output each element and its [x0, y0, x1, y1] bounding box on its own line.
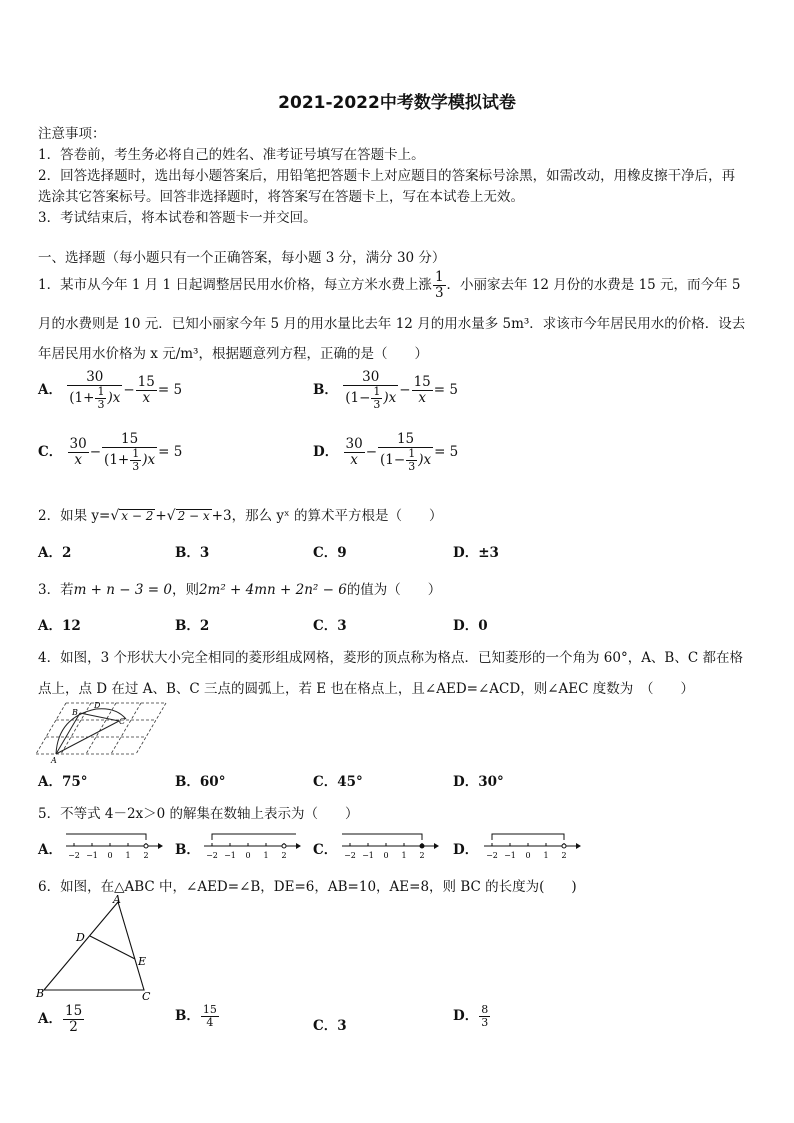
q6-label-a: A — [113, 893, 121, 906]
q1-option-d[interactable] — [313, 432, 458, 473]
num: 15 — [102, 432, 157, 448]
q1-b-frac1 — [343, 370, 398, 411]
q3-text-c: 的值为（ ） — [346, 582, 442, 598]
den: x — [350, 452, 358, 468]
q1-line3: 年居民用水价格为 x 元/m³，根据题意列方程，正确的是（ ） — [38, 346, 428, 362]
one-minus: (1− — [345, 390, 371, 406]
q2-sqrt1: x − 2 — [121, 509, 154, 523]
minus: − — [123, 382, 135, 398]
third-d: 3 — [408, 460, 416, 473]
q4-line1: 4．如图，3 个形状大小完全相同的菱形组成网格，菱形的顶点称为格点．已知菱形的一个角为 60°，A、B、C 都在格 — [38, 650, 743, 666]
q1-text-a: 1．某市从今年 1 月 1 日起调整居民用水价格，每立方米水费上涨 — [38, 277, 432, 293]
one-minus: (1− — [380, 452, 406, 468]
q1-option-b-label: B． — [313, 382, 338, 398]
tick-label: −1 — [362, 851, 374, 860]
tick-label: 1 — [401, 851, 407, 860]
q1-option-d-label: D． — [313, 444, 339, 460]
q5-option-c-label[interactable]: C． — [313, 842, 338, 858]
close-x: )x — [383, 390, 397, 406]
eq: = 5 — [157, 382, 183, 398]
q1-text-b: ．小丽家去年 12 月份的水费是 15 元，而今年 5 — [446, 277, 741, 293]
q6-label-b: B — [36, 987, 45, 1000]
q5-number-line-a[interactable] — [64, 828, 164, 862]
tick-label: −2 — [344, 851, 356, 860]
q4-label-d: D — [94, 701, 101, 710]
den — [67, 386, 122, 411]
den — [343, 386, 398, 411]
q4-label-c: C — [119, 717, 126, 726]
tick-label: 1 — [125, 851, 131, 860]
q5-number-line-b[interactable] — [202, 828, 302, 862]
q5-number-line-d[interactable] — [482, 828, 586, 862]
den: 4 — [206, 1016, 214, 1029]
section-heading: 一、选择题（每小题只有一个正确答案，每小题 3 分，满分 30 分） — [38, 250, 446, 266]
q1-line2: 月的水费则是 10 元．已知小丽家今年 5 月的用水量比去年 12 月的用水量多 5m³．求该市今年居民用水的价格．设去 — [38, 316, 746, 332]
q1-frac-num: 1 — [434, 269, 444, 285]
third-d: 3 — [132, 460, 140, 473]
notice-heading: 注意事项： — [38, 126, 106, 142]
sqrt-icon: √ — [166, 508, 176, 524]
third-n: 1 — [373, 385, 381, 398]
tick-label: 2 — [143, 851, 149, 860]
close-x: )x — [107, 390, 121, 406]
q5-option-b-label[interactable]: B． — [175, 842, 200, 858]
num: 30 — [67, 370, 122, 386]
eq: = 5 — [433, 382, 458, 398]
q1-option-a[interactable] — [38, 370, 182, 411]
num: 30 — [343, 370, 398, 386]
q2-text-a: 2．如果 y= — [38, 508, 111, 524]
q3-option-b[interactable]: B．2 — [175, 618, 210, 634]
tick-label: −2 — [486, 851, 498, 860]
q1-line1 — [38, 268, 740, 302]
q6-label-e: E — [138, 955, 147, 968]
q1-option-c-label: C． — [38, 444, 63, 460]
q4-option-c[interactable]: C．45° — [313, 774, 363, 790]
minus: − — [89, 444, 102, 460]
notice-item-2b: 选涂其它答案标号。回答非选择题时，将答案写在答题卡上，写在本试卷上无效。 — [38, 189, 524, 205]
q6-a-frac — [63, 1004, 84, 1035]
q6-label-c: C — [142, 990, 151, 1003]
q3-expr1: m + n − 3 = 0 — [73, 582, 172, 598]
q3-option-a[interactable]: A．12 — [38, 618, 81, 634]
q1-fraction — [433, 270, 446, 301]
sqrt-icon: √ — [110, 508, 120, 524]
q3-expr2: 2m² + 4mn + 2n² − 6 — [198, 582, 347, 598]
q6-stem: 6．如图，在△ABC 中，∠AED=∠B，DE=6，AB=10，AE=8，则 BC 的长度为( ) — [38, 879, 577, 895]
num: 15 — [413, 374, 431, 390]
page-title: 2021-2022中考数学模拟试卷 — [278, 93, 516, 113]
third — [371, 386, 382, 411]
q1-a-frac2 — [136, 375, 157, 406]
q2-plus: + — [155, 508, 167, 524]
q6-triangle-abc — [44, 902, 147, 990]
den — [378, 448, 433, 473]
den — [102, 448, 157, 473]
third-n: 1 — [408, 447, 416, 460]
q5-option-a-label[interactable]: A． — [38, 842, 62, 858]
q6-option-d-label: D． — [453, 1008, 479, 1024]
tick-label: 2 — [281, 851, 287, 860]
q3-text-a: 3．若 — [38, 582, 74, 598]
num: 15 — [378, 432, 433, 448]
tick-label: 2 — [419, 851, 425, 860]
q6-b-frac — [201, 1004, 219, 1029]
eq: = 5 — [158, 444, 183, 460]
q5-option-d-label[interactable]: D． — [453, 842, 479, 858]
num: 15 — [137, 374, 155, 390]
q6-option-a[interactable] — [38, 1004, 85, 1035]
q1-option-c[interactable] — [38, 432, 182, 473]
eq: = 5 — [434, 444, 459, 460]
third — [130, 448, 141, 473]
num: 30 — [69, 436, 87, 452]
third — [95, 386, 106, 411]
third — [406, 448, 417, 473]
q4-rhombus-grid-figure — [36, 697, 171, 765]
tick-label: 2 — [561, 851, 567, 860]
q6-segment-de — [90, 936, 135, 959]
third-n: 1 — [132, 447, 140, 460]
tick-label: −1 — [224, 851, 236, 860]
minus: − — [365, 444, 378, 460]
close-x: )x — [142, 452, 156, 468]
q2-option-c[interactable]: C．9 — [313, 545, 347, 561]
q4-chord-bc — [80, 713, 119, 721]
num: 15 — [64, 1003, 83, 1019]
q2-option-d[interactable]: D．±3 — [453, 545, 499, 561]
q4-label-a: A — [51, 756, 57, 765]
q4-option-a[interactable]: A．75° — [38, 774, 88, 790]
den: x — [418, 390, 426, 406]
q6-option-c[interactable]: C．3 — [313, 1018, 347, 1034]
tick-label: −2 — [206, 851, 218, 860]
q5-number-line-c[interactable] — [340, 828, 440, 862]
den: x — [74, 452, 82, 468]
num: 30 — [345, 436, 363, 452]
q6-option-b-label: B． — [175, 1008, 200, 1024]
num: 8 — [481, 1003, 489, 1016]
third-d: 3 — [373, 398, 381, 411]
q6-option-b[interactable] — [175, 1004, 220, 1029]
q1-option-a-label: A． — [38, 382, 62, 398]
notice-item-1: 1．答卷前，考生务必将自己的姓名、准考证号填写在答题卡上。 — [38, 147, 425, 163]
notice-item-2a: 2．回答选择题时，选出每小题答案后，用铅笔把答题卡上对应题目的答案标号涂黑，如需改动，用橡皮擦干净后，再 — [38, 168, 736, 184]
q3-option-c[interactable]: C．3 — [313, 618, 347, 634]
q2-option-b[interactable]: B．3 — [175, 545, 210, 561]
den: 3 — [481, 1016, 489, 1029]
q1-d-frac1 — [344, 437, 365, 468]
q2-option-a[interactable]: A．2 — [38, 545, 72, 561]
close-x: )x — [418, 452, 432, 468]
tick-label: −2 — [68, 851, 80, 860]
q4-option-b[interactable]: B．60° — [175, 774, 226, 790]
q1-a-frac1 — [67, 370, 122, 411]
q4-label-b: B — [72, 708, 78, 717]
q4-option-d[interactable]: D．30° — [453, 774, 504, 790]
q1-c-frac1 — [68, 437, 89, 468]
third-n: 1 — [97, 385, 105, 398]
q3-text-b: ，则 — [171, 582, 199, 598]
tick-label: 0 — [525, 851, 531, 860]
q3-stem — [38, 578, 441, 598]
q6-label-d: D — [76, 931, 85, 944]
q6-option-a-label: A． — [38, 1011, 62, 1027]
tick-label: 1 — [263, 851, 269, 860]
q6-d-frac — [479, 1004, 490, 1029]
q1-b-frac2 — [412, 375, 433, 406]
one-plus: (1+ — [104, 452, 130, 468]
q6-triangle-figure — [34, 893, 164, 1005]
q1-c-frac2 — [102, 432, 157, 473]
tick-label: −1 — [504, 851, 516, 860]
tick-label: 1 — [543, 851, 549, 860]
q2-stem — [38, 504, 443, 524]
q2-text-b: +3，那么 yˣ 的算术平方根是（ ） — [211, 508, 443, 524]
tick-label: 0 — [107, 851, 113, 860]
q2-sqrt2: 2 − x — [177, 509, 210, 523]
tick-label: 0 — [245, 851, 251, 860]
q4-line2: 点上，点 D 在过 A、B、C 三点的圆弧上，若 E 也在格点上，且∠AED=∠ACD，则∠AEC 度数为 （ ） — [38, 681, 694, 697]
num: 15 — [202, 1003, 217, 1016]
q1-option-b[interactable] — [313, 370, 458, 411]
minus: − — [399, 382, 411, 398]
q3-option-d[interactable]: D．0 — [453, 618, 488, 634]
q6-option-d[interactable] — [453, 1004, 491, 1029]
tick-label: 0 — [383, 851, 389, 860]
q1-d-frac2 — [378, 432, 433, 473]
q1-frac-den: 3 — [434, 285, 444, 301]
den: x — [142, 390, 151, 406]
den: 2 — [69, 1019, 78, 1035]
third-d: 3 — [97, 398, 105, 411]
tick-label: −1 — [86, 851, 98, 860]
notice-item-3: 3．考试结束后，将本试卷和答题卡一并交回。 — [38, 210, 317, 226]
q5-stem: 5．不等式 4－2x＞0 的解集在数轴上表示为（ ） — [38, 806, 359, 822]
one-plus: (1+ — [69, 390, 95, 406]
